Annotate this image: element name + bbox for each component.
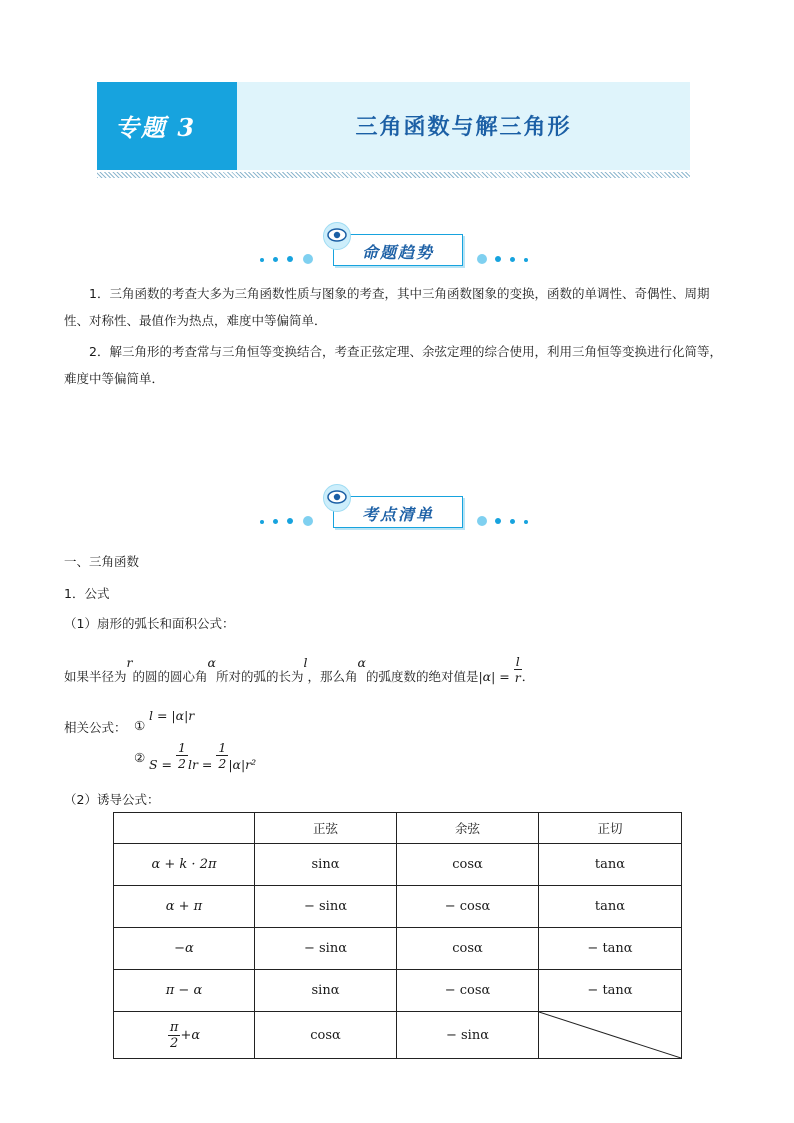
table-row [114, 886, 682, 928]
tan-cell-undefined [539, 1012, 682, 1059]
section-title: 命题趋势 [361, 243, 434, 262]
formula-part: lr = [187, 757, 213, 772]
formula-2-mark: ② [134, 750, 146, 765]
sin-cell: − sinα [255, 928, 397, 970]
fraction-numerator: 1 [218, 740, 227, 755]
topic-title: 三角函数与解三角形 [355, 115, 572, 140]
sentence-part: 如果半径为 [64, 669, 127, 684]
deco-dot [260, 520, 264, 524]
fraction-denominator: 2 [178, 756, 186, 771]
item-induction-formulas: （2）诱导公式： [64, 792, 160, 807]
deco-dot [524, 258, 528, 262]
var-alpha: α [207, 655, 216, 670]
cos-cell: cosα [397, 844, 539, 886]
section-title-box [333, 496, 463, 528]
fraction-half [216, 740, 228, 771]
angle-cell: −α [114, 928, 255, 970]
table-header-cell [114, 813, 255, 844]
angle-cell: π − α [114, 970, 255, 1012]
trend-paragraph-2: 2．解三角形的考查常与三角恒等变换结合，考查正弦定理、余弦定理的综合使用，利用三角恒等变换进行化简等，难度中等偏简单． [64, 344, 722, 386]
deco-dot [495, 518, 501, 524]
var-alpha: α [357, 655, 366, 670]
formula-part: |α|r² [228, 757, 257, 772]
sentence-part: 的弧度数的绝对值是 [365, 669, 479, 684]
topic-label: 专题 3 [115, 113, 197, 142]
deco-dot [303, 516, 313, 526]
topic-number-block [97, 82, 237, 170]
var-l: l [303, 655, 308, 670]
tan-cell: tanα [539, 844, 682, 886]
sin-cell: − sinα [255, 886, 397, 928]
deco-dot [510, 519, 515, 524]
deco-dot [303, 254, 313, 264]
formula-1-mark: ① [134, 718, 146, 733]
fraction-denominator: 2 [170, 1035, 179, 1051]
deco-dot [287, 518, 293, 524]
induction-formula-table [113, 812, 682, 1059]
sentence-part: ，那么角 [307, 669, 358, 684]
section-title: 考点清单 [361, 505, 434, 524]
table-header-cell: 正切 [539, 813, 682, 844]
deco-dot [495, 256, 501, 262]
deco-dot [477, 254, 487, 264]
table-header-cell: 正弦 [255, 813, 397, 844]
sin-cell: sinα [255, 970, 397, 1012]
topic-banner [97, 82, 690, 170]
angle-cell: α + k · 2π [114, 844, 255, 886]
deco-dot [510, 257, 515, 262]
fraction-pi-over-2 [168, 1020, 181, 1051]
cos-cell: cosα [397, 928, 539, 970]
eye-icon [323, 222, 351, 250]
item-sector-formulas: （1）扇形的弧长和面积公式： [64, 616, 235, 631]
table-header-cell: 余弦 [397, 813, 539, 844]
table-row [114, 928, 682, 970]
deco-dot [273, 519, 278, 524]
deco-dot [260, 258, 264, 262]
fraction-denominator: r [514, 670, 521, 685]
topic-title-block [237, 82, 690, 170]
table-header-row [114, 813, 682, 844]
table-row [114, 844, 682, 886]
deco-dot [287, 256, 293, 262]
tan-cell: − tanα [539, 928, 682, 970]
sin-cell: sinα [255, 844, 397, 886]
sentence-part: 所对的弧的长为 [215, 669, 304, 684]
tan-cell: tanα [539, 886, 682, 928]
var-r: r [126, 655, 133, 670]
fraction-l-over-r [514, 654, 522, 685]
table-row [114, 1012, 682, 1059]
deco-dot [524, 520, 528, 524]
formula-arc-length: l = |α|r [149, 708, 195, 723]
sentence-end: ． [521, 669, 535, 684]
fraction-half [176, 740, 188, 771]
heading-formulas: 1．公式 [64, 586, 110, 601]
sentence-part: 的圆的圆心角 [132, 669, 208, 684]
section-title-box [333, 234, 463, 266]
deco-dot [273, 257, 278, 262]
section-header-trend [0, 222, 794, 272]
angle-tail: +α [180, 1027, 201, 1043]
cos-cell: − sinα [397, 1012, 539, 1059]
related-formulas-label: 相关公式： [64, 720, 127, 735]
fraction-numerator: 1 [178, 740, 186, 755]
table-row [114, 970, 682, 1012]
deco-dot [477, 516, 487, 526]
fraction-numerator: l [515, 654, 520, 669]
formula-part: S = [149, 757, 173, 772]
diagonal-slash [539, 1012, 681, 1058]
cos-cell: − cosα [397, 970, 539, 1012]
fraction-numerator: π [169, 1019, 179, 1035]
radian-definition-sentence [64, 648, 534, 690]
sin-cell: cosα [255, 1012, 397, 1059]
cos-cell: − cosα [397, 886, 539, 928]
fraction-denominator: 2 [218, 756, 227, 771]
tan-cell: − tanα [539, 970, 682, 1012]
angle-cell: α + π [114, 886, 255, 928]
angle-cell [114, 1012, 255, 1059]
section-header-checklist [0, 484, 794, 534]
banner-hatch-divider [97, 172, 690, 178]
eye-icon [323, 484, 351, 512]
heading-trig-functions: 一、三角函数 [64, 554, 140, 569]
formula-sector-area [149, 740, 256, 780]
abs-alpha: |α| = [478, 669, 510, 684]
trend-paragraph-1: 1．三角函数的考查大多为三角函数性质与图象的考查，其中三角函数图象的变换，函数的单调性、奇偶性、周期性、对称性、最值作为热点，难度中等偏简单． [64, 286, 710, 328]
